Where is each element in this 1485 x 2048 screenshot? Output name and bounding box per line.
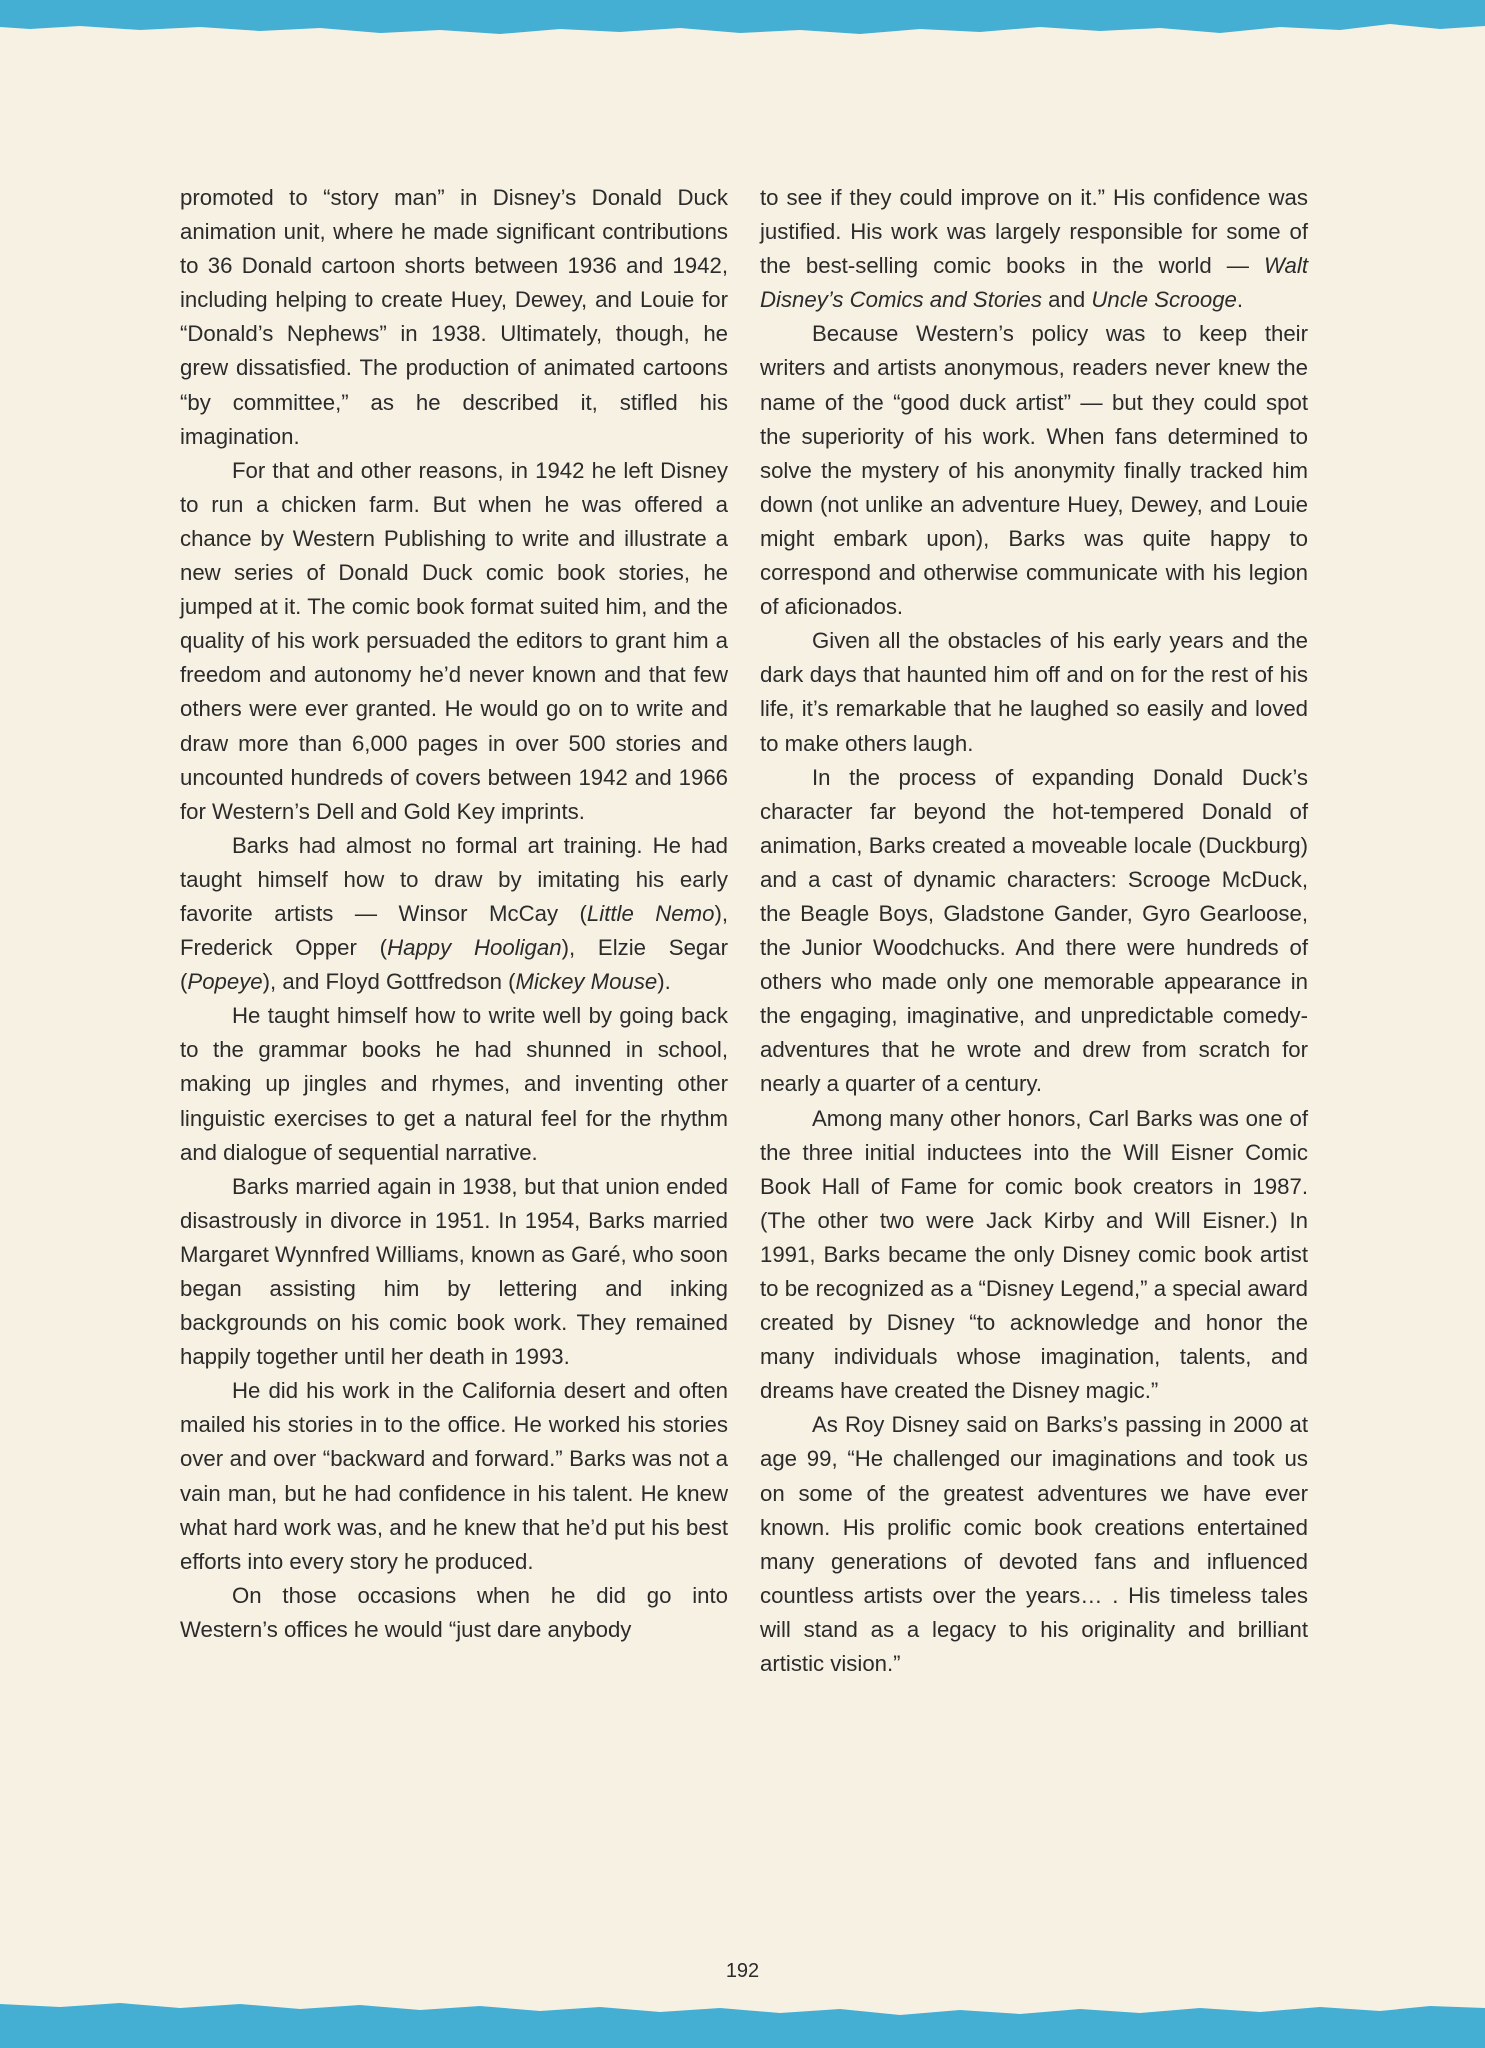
italic-title: Walt Disney’s Comics and Stories	[760, 253, 1308, 313]
text-run: promoted to “story man” in Disney’s Donald Duck animation unit, where he made significant contributions to 36 Donald cartoon shorts between 1936 and 1942, including helping to create Huey, Dewey, and Louie for “Donald’s Nephews” in 1938. Ultimately, though, he grew dissatisfied. The production of animated cartoons “by committee,” as he described it, stifled his imagination.	[180, 185, 728, 449]
text-run: Among many other honors, Carl Barks was one of the three initial inductees into the Will Eisner Comic Book Hall of Fame for comic book creators in 1987. (The other two were Jack Kirby and Will Eisner.) In 1991, Barks became the only Disney comic book artist to be recognized as a “Disney Legend,” a special award created by Disney “to acknowledge and honor the many individuals whose imagination, talents, and dreams have created the Disney magic.”	[760, 1105, 1308, 1404]
italic-title: Little Nemo	[586, 900, 715, 926]
text-run: He taught himself how to write well by going back to the grammar books he had shunned in school, making up jingles and rhymes, and inventing other linguistic exercises to get a natural feel for the rhythm and dialogue of sequential narrative.	[180, 1003, 728, 1165]
italic-title: Popeye	[187, 969, 263, 995]
right-text-column	[760, 181, 1308, 1681]
left-paragraph-6	[180, 1374, 728, 1579]
text-run: .	[1236, 287, 1244, 313]
text-run: Because Western’s policy was to keep their writers and artists anonymous, readers never knew the name of the “good duck artist” — but they could spot the superiority of his work. When fans determined to solve the mystery of his anonymity finally tracked him down (not unlike an adventure Huey, Dewey, and Louie might embark upon), Barks was quite happy to correspond and otherwise communicate with his legion of aficionados.	[760, 321, 1308, 620]
italic-title: Happy Hooligan	[387, 935, 562, 961]
right-paragraph-2	[760, 317, 1308, 624]
right-paragraph-5	[760, 1102, 1308, 1409]
left-paragraph-2	[180, 454, 728, 829]
right-paragraph-1	[760, 181, 1308, 317]
left-paragraph-3	[180, 829, 728, 999]
text-run: Barks married again in 1938, but that union ended disastrously in divorce in 1951. In 1954, Barks married Margaret Wynnfred Williams, known as Garé, who soon began assisting him by lettering and inking backgrounds on his comic book work. They remained happily together until her death in 1993.	[180, 1173, 728, 1370]
text-run: and	[1041, 287, 1092, 313]
text-run: ), Elzie Segar (	[180, 935, 728, 995]
right-paragraph-6	[760, 1408, 1308, 1681]
text-run: to see if they could improve on it.” His confidence was justified. His work was largely responsible for some of the best-selling comic books in the world —	[760, 185, 1308, 279]
text-run: On those occasions when he did go into Western’s offices he would “just dare anybody	[180, 1582, 728, 1642]
text-run: ), Frederick Opper (	[180, 900, 729, 961]
bottom-decorative-band	[0, 1994, 1485, 2048]
left-paragraph-7	[180, 1579, 728, 1647]
text-run: For that and other reasons, in 1942 he left Disney to run a chicken farm. But when he was offered a chance by Western Publishing to write and illustrate a new series of Donald Duck comic book stories, he jumped at it. The comic book format suited him, and the quality of his work persuaded the editors to grant him a freedom and autonomy he’d never known and that few others were ever granted. He would go on to write and draw more than 6,000 pages in over 500 stories and uncounted hundreds of covers between 1942 and 1966 for Western’s Dell and Gold Key imprints.	[180, 457, 728, 824]
text-run: ), and Floyd Gottfredson (	[262, 969, 516, 995]
right-paragraph-3	[760, 624, 1308, 760]
italic-title: Mickey Mouse	[515, 969, 658, 995]
left-text-column	[180, 181, 728, 1647]
italic-title: Uncle Scrooge	[1091, 287, 1237, 313]
page-number: 192	[725, 1960, 760, 1982]
text-run: As Roy Disney said on Barks’s passing in 2000 at age 99, “He challenged our imaginations and took us on some of the greatest adventures we have ever known. His prolific comic book creations entertained many generations of devoted fans and influenced countless artists over the years… . His timeless tales will stand as a legacy to his originality and brilliant artistic vision.”	[760, 1412, 1308, 1677]
right-paragraph-4	[760, 761, 1308, 1102]
left-paragraph-4	[180, 999, 728, 1169]
left-paragraph-1	[180, 181, 728, 454]
top-decorative-band	[0, 0, 1485, 44]
text-run: He did his work in the California desert and often mailed his stories in to the office. He worked his stories over and over “backward and forward.” Barks was not a vain man, but he had confidence in his talent. He knew what hard work was, and he knew that he’d put his best efforts into every story he produced.	[180, 1378, 728, 1574]
text-run: Given all the obstacles of his early years and the dark days that haunted him off and on for the rest of his life, it’s remarkable that he laughed so easily and loved to make others laugh.	[760, 628, 1308, 756]
text-run: ).	[657, 969, 671, 995]
text-run: In the process of expanding Donald Duck’s character far beyond the hot-tempered Donald of animation, Barks created a moveable locale (Duckburg) and a cast of dynamic characters: Scrooge McDuck, the Beagle Boys, Gladstone Gander, Gyro Gearloose, the Junior Woodchucks. And there were hundreds of others who made only one memorable appearance in the engaging, imaginative, and unpredictable comedy-adventures that he wrote and drew from scratch for nearly a quarter of a century.	[760, 764, 1308, 1097]
text-run: Barks had almost no formal art training. He had taught himself how to draw by imitating his early favorite artists — Winsor McCay (	[180, 832, 728, 926]
left-paragraph-5	[180, 1170, 728, 1375]
